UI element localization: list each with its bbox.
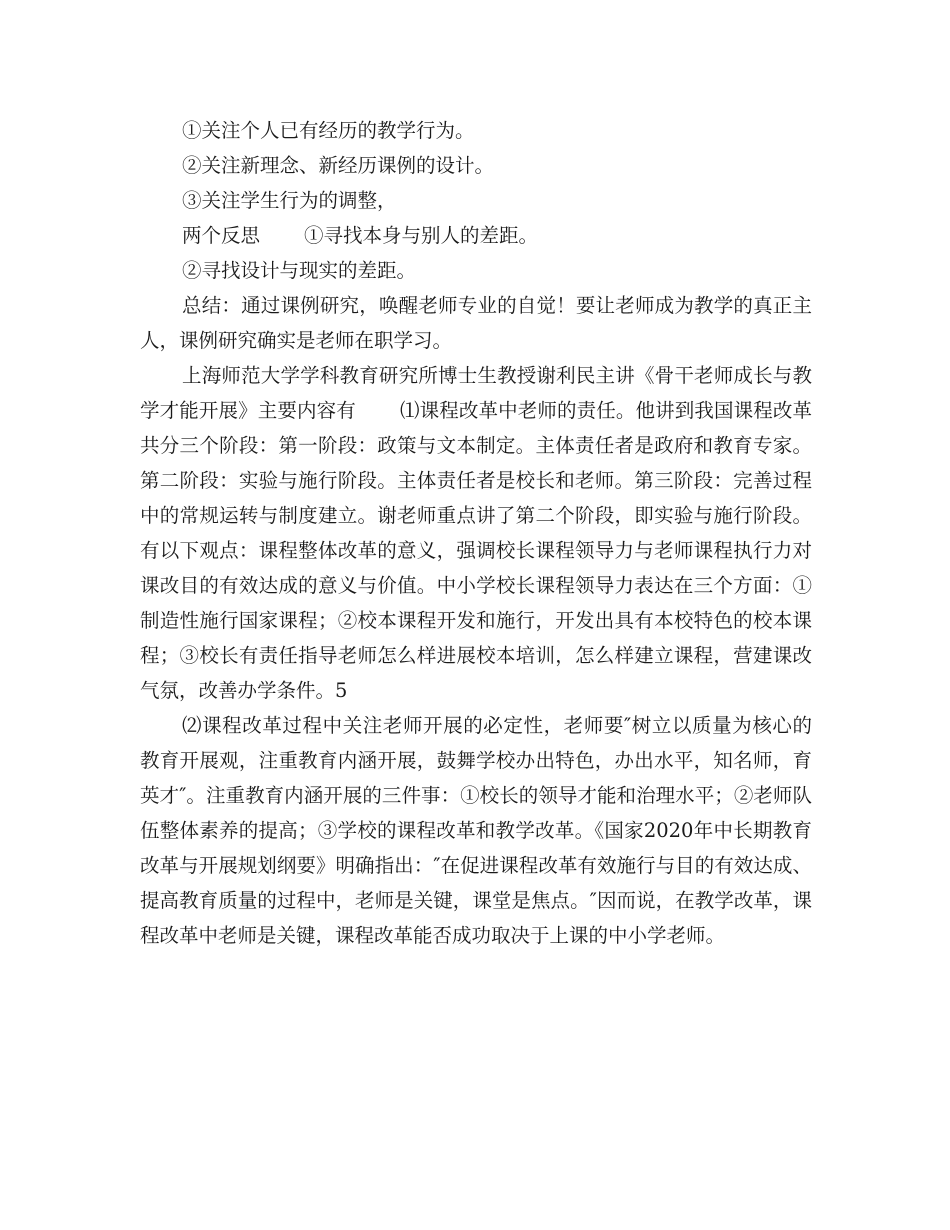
two-reflections-line xyxy=(140,218,812,253)
list-item: ①关注个人已有经历的教学行为。 xyxy=(182,119,475,142)
lecture-paragraph xyxy=(140,358,812,708)
list-item: ②关注新理念、新经历课例的设计。 xyxy=(182,154,495,177)
list-item: ②寻找设计与现实的差距。 xyxy=(182,259,417,282)
two-reflections-first: ①寻找本身与别人的差距。 xyxy=(304,224,539,247)
two-reflections-label: 两个反思 xyxy=(182,224,261,247)
lecture-intro: 上海师范大学学科教育研究所博士生教授谢利民主讲《骨干老师成长与教学才能开展》主要内容有 xyxy=(140,364,812,422)
document-body xyxy=(140,113,812,953)
summary-paragraph: 总结：通过课例研究，唤醒老师专业的自觉！要让老师成为教学的真正主人，课例研究确实是老师在职学习。 xyxy=(140,294,812,352)
list-item: ③关注学生行为的调整， xyxy=(182,189,397,212)
lecture-body: ⑴课程改革中老师的责任。他讲到我国课程改革共分三个阶段：第一阶段：政策与文本制定。主体责任者是政府和教育专家。第二阶段：实验与施行阶段。主体责任者是校长和老师。第三阶段：完善过程中的常规运转与制度建立。谢老师重点讲了第二个阶段，即实验与施行阶段。有以下观点：课程整体改革的意义，强调校长课程领导力与老师课程执行力对课改目的有效达成的意义与价值。中小学校长课程领导力表达在三个方面：①制造性施行国家课程；②校本课程开发和施行，开发出具有本校特色的校本课程；③校长有责任指导老师怎么样进展校本培训，怎么样建立课程，营建课改气氛，改善办学条件。5 xyxy=(140,399,812,702)
point2-paragraph: ⑵课程改革过程中关注老师开展的必定性，老师要″树立以质量为核心的教育开展观，注重教育内涵开展，鼓舞学校办出特色，办出水平，知名师，育英才″。注重教育内涵开展的三件事：①校长的领导才能和治理水平；②老师队伍整体素养的提高；③学校的课程改革和教学改革。《国家2020年中长期教育改革与开展规划纲要》明确指出：″在促进课程改革有效施行与目的有效达成、提高教育质量的过程中，老师是关键，课堂是焦点。″因而说，在教学改革，课程改革中老师是关键，课程改革能否成功取决于上课的中小学老师。 xyxy=(140,714,812,947)
